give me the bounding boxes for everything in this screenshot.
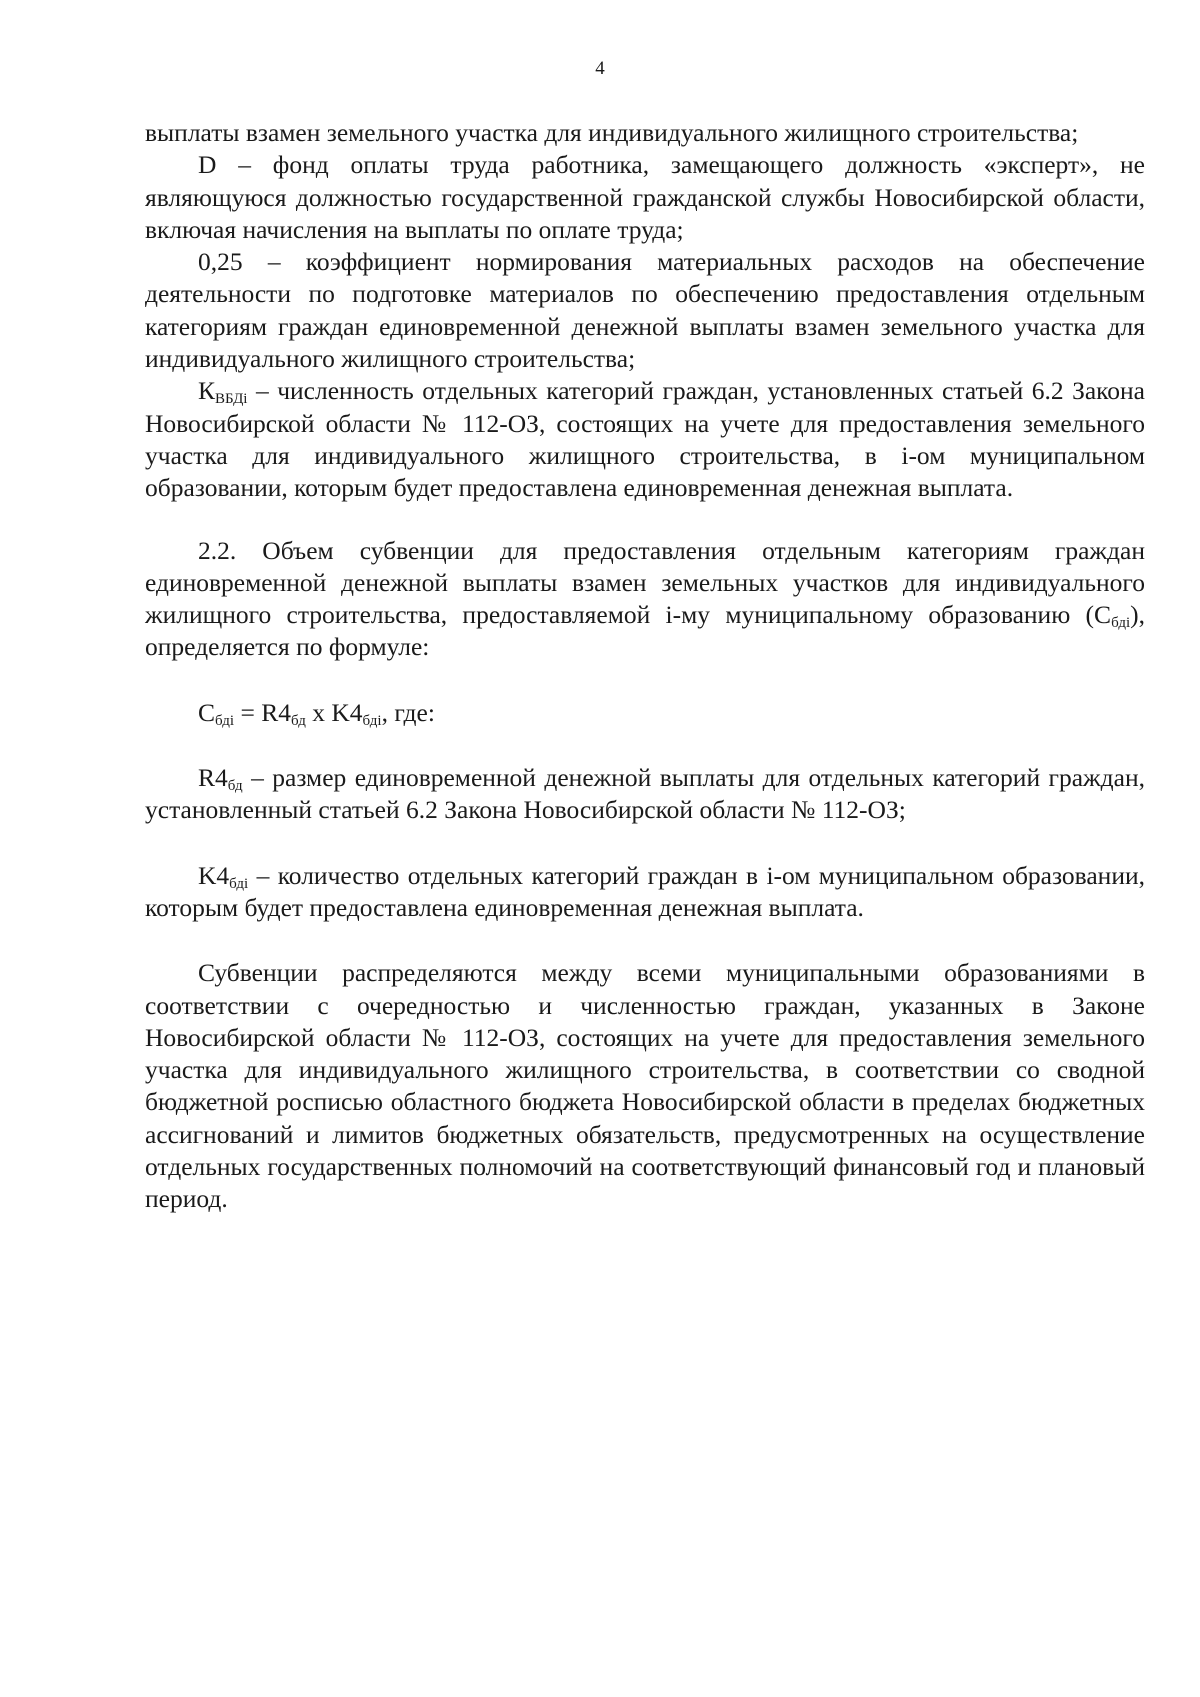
kvbd-subscript: ВБДi — [215, 391, 248, 408]
section-2-2-text: 2.2. Объем субвенции для предоставления отдельным категориям граждан единовременной денежной выплаты взамен земельных участков для индивидуального жилищного строительства, предоставляемой i-му муниципальному образованию (С — [145, 535, 1145, 630]
formula-tail: , где: — [381, 697, 435, 727]
paragraph-section-2-2 — [145, 535, 1145, 664]
k4-subscript: бдi — [229, 875, 249, 892]
kvbd-text: – численность отдельных категорий граждан, установленных статьей 6.2 Закона Новосибирской области № 112-ОЗ, состоящих на учете для предоставления земельного участка для индивидуального жилищного строительства, в i-ом муниципальном образовании, которым будет предоставлена единовременная денежная выплата. — [145, 376, 1145, 503]
section-2-2-tail: ), определяется по формуле: — [145, 600, 1145, 662]
paragraph-kvbd-definition — [145, 375, 1145, 504]
paragraph-continuation: выплаты взамен земельного участка для индивидуального жилищного строительства; — [145, 118, 1079, 147]
formula-equals: = R4 — [234, 697, 291, 727]
cbd-subscript: бдi — [1111, 615, 1131, 632]
paragraph-k4-definition — [145, 860, 1145, 925]
formula-c-subscript: бдi — [215, 712, 235, 729]
paragraph-d-definition: D – фонд оплаты труда работника, замещающего должность «эксперт», не являющуюся должностью государственной гражданской службы Новосибирской области, включая начисления на выплаты по оплате труда; — [145, 150, 1145, 244]
formula-c-symbol: С — [198, 697, 216, 727]
paragraph-coefficient-definition: 0,25 – коэффициент нормирования материальных расходов на обеспечение деятельности по подготовке материалов по обеспечению предоставления отдельным категориям граждан единовременной денежной выплаты взамен земельного участка для индивидуального жилищного строительства; — [145, 247, 1145, 374]
paragraph-r4-definition — [145, 762, 1145, 827]
formula-r-subscript: бд — [290, 712, 306, 729]
paragraph-distribution: Субвенции распределяются между всеми муниципальными образованиями в соответствии с очередностью и численностью граждан, указанных в Законе Новосибирской области № 112-ОЗ, состоящих на учете для предоставления земельного участка для индивидуального жилищного строительства, в соответствии со сводной бюджетной росписью областного бюджета Новосибирской области в пределах бюджетных ассигнований и лимитов бюджетных обязательств, предусмотренных на осуществление отдельных государственных полномочий на соответствующий финансовый год и плановый период. — [145, 958, 1145, 1214]
formula-line — [145, 697, 1145, 729]
formula-k-subscript: бдi — [362, 712, 382, 729]
r4-text: – размер единовременной денежной выплаты для отдельных категорий граждан, установленный статьей 6.2 Закона Новосибирской области № 112-ОЗ; — [145, 763, 1145, 825]
r4-symbol: R4 — [198, 763, 228, 793]
k4-text: – количество отдельных категорий граждан в i-ом муниципальном образовании, которым будет предоставлена единовременная денежная выплата. — [145, 860, 1145, 922]
page-number: 4 — [595, 58, 605, 79]
kvbd-symbol: К — [198, 376, 216, 406]
k4-symbol: K4 — [198, 860, 230, 890]
formula-times: x K4 — [305, 697, 363, 727]
document-body — [145, 117, 1145, 1216]
r4-subscript: бд — [227, 778, 243, 795]
